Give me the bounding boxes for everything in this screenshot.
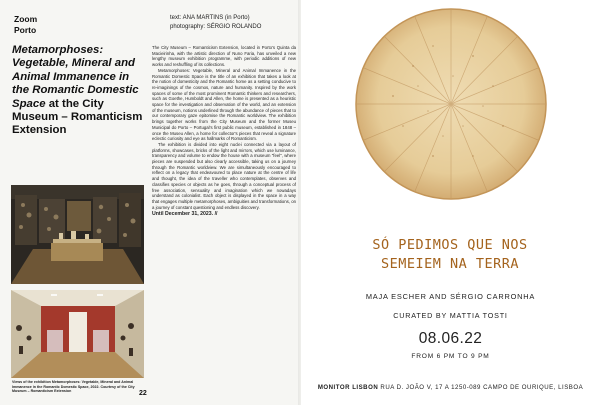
event-date: 08.06.22 — [418, 330, 483, 347]
section-label-line2: Porto — [14, 25, 37, 35]
photo-caption: Views of the exhibition Metamorphoses: Vegetable, Mineral and Animal Immanence in the Romantic Domestic Space, 2022. Courtesy of the City Museum – Romanticism Extension — [12, 380, 135, 394]
credits — [170, 14, 261, 31]
body-paragraph: The exhibition is divided into eight nuclei connected via a layout of platforms, showcases, bricks of the light and mirrors, which use luminance, transparency and volume to endow the house with a museum "feel", where pieces are suspended but also clearly accessible, taking us on a journey through the Romantic worldview. We are simultaneously encouraged to reflect on a legacy that endeavoured to place nature at the centre of life and thought, the idea of the traveller who contemplates, observes and classifies species or objects as he goes, through a conceptual process of free association, sensuality and imagination which we nowadays understand as colonialist. Each object is displayed in the space in a way that engages multiple metamorphoses, ambiguities and transformations, on a journey of constant questioning and endless discovery. — [152, 141, 296, 210]
headline-rest: at the City Museum – Romanticism Extension — [12, 97, 143, 137]
exhibition-end-date: Until December 31, 2023. // — [152, 211, 218, 218]
page-number: 22 — [139, 390, 147, 397]
credit-text: text: ANA MARTINS (in Porto) — [170, 15, 250, 21]
credit-photography: photography: SÉRGIO ROLANDO — [170, 23, 262, 30]
article-headline — [12, 44, 146, 138]
exhibition-photo-1 — [11, 185, 144, 284]
body-paragraph: Metamorphoses: Vegetable, Mineral and Animal Immanence in the Romantic Domestic Space is the title of an exhibition that takes a look at the notion of domesticity and the Romantic home as a setting conducive to re-imaginings of the cosmos, nature and humanity. Inspired by the work spaces of some of the most prominent Romantic thinkers and researchers, such as Goethe, Humboldt and Allen, the home is presented as a heuristic space for the investigation and observation of the world, and an extension of the museum, notions underlined through the abundance of pieces that to our contemporary gaze epitomise the Romantic worldview. The exhibition brings together works from the City Museum and the former Museu Municipal do Porto – Portugal's first public museum, established in 1848 – once the Museu Allen, a home for collector's pieces that reveal a signature eclectic curiosity and eye as hallmarks of Romanticism. — [152, 67, 296, 142]
event-time: FROM 6 PM TO 9 PM — [411, 353, 490, 360]
gallery-room-illustration — [11, 290, 144, 378]
headline-italic: Metamorphoses: Vegetable, Mineral and Animal Immanence in the Romantic Domestic Space — [12, 44, 139, 110]
body-paragraph: The City Museum – Romanticism Extension, located in Porto's Quinta da Macieirinha, with the artistic direction of Nuno Faria, has unveiled a new lengthy museum exhibition programme, with periodic additions of new works and reshuffling of its collections. — [152, 45, 296, 68]
right-page — [301, 0, 600, 405]
handwritten-title-line2: SEMEIEM NA TERRA — [380, 256, 520, 272]
exhibition-photo-2 — [11, 290, 144, 378]
section-label — [14, 14, 37, 36]
handwritten-title-line1: SÓ PEDIMOS QUE NOS — [372, 237, 528, 253]
cabinet-room-illustration — [11, 185, 144, 284]
article-body — [152, 45, 296, 218]
curator: CURATED BY MATTIA TOSTI — [393, 311, 508, 320]
bread-disc-artwork — [353, 6, 549, 202]
venue-address: RUA D. JOÃO V, 17 A 1250-089 CAMPO DE OURIQUE, LISBOA — [378, 384, 584, 391]
artists: MAJA ESCHER AND SÉRGIO CARRONHA — [365, 292, 536, 301]
venue — [305, 384, 596, 391]
section-label-line1: Zoom — [14, 14, 38, 24]
venue-name: MONITOR LISBON — [317, 384, 379, 391]
